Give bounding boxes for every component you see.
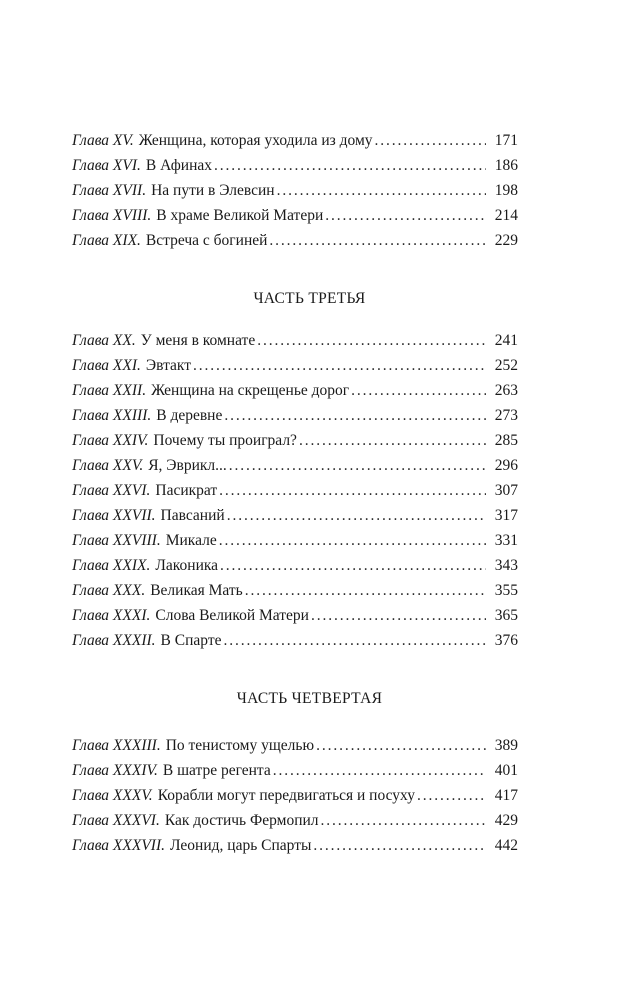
toc-row (72, 328, 518, 353)
chapter-label: Глава XXXV. (72, 787, 153, 804)
page-number: 273 (494, 407, 518, 424)
toc-row (72, 353, 518, 378)
chapter-title: Леонид, царь Спарты (170, 837, 312, 854)
chapter-label: Глава XXIX. (72, 557, 151, 574)
page-number: 376 (494, 632, 518, 649)
toc-row (72, 153, 518, 178)
chapter-label: Глава XXXVI. (72, 812, 160, 829)
toc-row (72, 203, 518, 228)
chapter-title: В Афинах (145, 157, 213, 174)
part-heading: ЧАСТЬ ЧЕТВЕРТАЯ (236, 690, 383, 707)
chapter-label: Глава XXX. (72, 582, 146, 599)
page-number: 285 (494, 432, 518, 449)
dot-leader (269, 228, 486, 253)
dot-leader (193, 353, 486, 378)
toc-row (72, 553, 518, 578)
dot-leader (321, 808, 486, 833)
chapter-title: В храме Великой Матери (156, 207, 324, 224)
toc-row (72, 578, 518, 603)
toc-row (72, 783, 518, 808)
dot-leader (224, 403, 486, 428)
page-number: 401 (494, 762, 518, 779)
toc-row (72, 378, 518, 403)
chapter-title: Женщина на скрещенье дорог (151, 382, 350, 399)
chapter-title: Почему ты проиграл? (153, 432, 297, 449)
dot-leader (273, 758, 486, 783)
chapter-title: Я, Эврикл... (148, 457, 227, 474)
chapter-title: Эвтакт (145, 357, 192, 374)
page-number: 263 (494, 382, 518, 399)
chapter-title: Как достичь Фермопил (164, 812, 319, 829)
dot-leader (223, 628, 486, 653)
dot-leader (214, 153, 486, 178)
page-number: 241 (494, 332, 518, 349)
chapter-label: Глава XXXIII. (72, 737, 161, 754)
toc-row (72, 178, 518, 203)
toc-row (72, 833, 518, 858)
page-number: 198 (494, 182, 518, 199)
toc-row (72, 528, 518, 553)
dot-leader (313, 833, 486, 858)
page-number: 429 (494, 812, 518, 829)
page-number: 307 (494, 482, 518, 499)
chapter-title: Слова Великой Матери (155, 607, 309, 624)
page-number: 442 (494, 837, 518, 854)
toc-row (72, 733, 518, 758)
dot-leader (351, 378, 486, 403)
chapter-label: Глава XXI. (72, 357, 141, 374)
dot-leader (219, 528, 486, 553)
chapter-label: Глава XXVII. (72, 507, 156, 524)
chapter-label: Глава XXII. (72, 382, 147, 399)
toc-row (72, 603, 518, 628)
dot-leader (299, 428, 486, 453)
page-number: 171 (494, 132, 518, 149)
dot-leader (229, 453, 486, 478)
part-heading: ЧАСТЬ ТРЕТЬЯ (253, 290, 366, 307)
page-number: 186 (494, 157, 518, 174)
chapter-label: Глава XXV. (72, 457, 144, 474)
chapter-title: Великая Мать (150, 582, 243, 599)
chapter-title: Микале (165, 532, 217, 549)
chapter-label: Глава XX. (72, 332, 136, 349)
page-number: 365 (494, 607, 518, 624)
page-number: 317 (494, 507, 518, 524)
chapter-label: Глава XVI. (72, 157, 141, 174)
page-number: 229 (494, 232, 518, 249)
toc-row (72, 403, 518, 428)
page-number: 296 (494, 457, 518, 474)
chapter-label: Глава XVII. (72, 182, 147, 199)
dot-leader (257, 328, 486, 353)
chapter-title: Корабли могут передвигаться и посуху (157, 787, 415, 804)
chapter-title: Женщина, которая уходила из дому (138, 132, 373, 149)
chapter-label: Глава XXVI. (72, 482, 151, 499)
toc-row (72, 503, 518, 528)
chapter-title: Пасикрат (155, 482, 218, 499)
page-number: 214 (494, 207, 518, 224)
page-number: 417 (494, 787, 518, 804)
dot-leader (219, 478, 486, 503)
page-number: 389 (494, 737, 518, 754)
dot-leader (220, 553, 486, 578)
dot-leader (417, 783, 486, 808)
dot-leader (277, 178, 486, 203)
toc-row (72, 628, 518, 653)
chapter-label: Глава XV. (72, 132, 134, 149)
chapter-title: В деревне (156, 407, 223, 424)
chapter-title: В шатре регента (162, 762, 271, 779)
chapter-title: По тенистому ущелью (165, 737, 315, 754)
chapter-title: Лаконика (155, 557, 219, 574)
toc-row (72, 228, 518, 253)
toc-row (72, 478, 518, 503)
chapter-label: Глава XXIII. (72, 407, 152, 424)
chapter-label: Глава XXXIV. (72, 762, 158, 779)
chapter-label: Глава XXVIII. (72, 532, 161, 549)
dot-leader (325, 203, 486, 228)
chapter-label: Глава XXXII. (72, 632, 156, 649)
toc-row (72, 758, 518, 783)
toc-group-part3 (72, 328, 518, 653)
chapter-label: Глава XXIV. (72, 432, 149, 449)
toc-row (72, 808, 518, 833)
chapter-title: На пути в Элевсин (151, 182, 275, 199)
chapter-label: Глава XXXI. (72, 607, 151, 624)
chapter-label: Глава XXXVII. (72, 837, 166, 854)
chapter-title: Встреча с богиней (145, 232, 268, 249)
dot-leader (375, 128, 486, 153)
chapter-title: У меня в комнате (140, 332, 256, 349)
toc-group-part2-end (72, 128, 518, 253)
toc-row (72, 428, 518, 453)
toc-group-part4 (72, 733, 518, 858)
chapter-title: В Спарте (160, 632, 222, 649)
chapter-label: Глава XVIII. (72, 207, 152, 224)
toc-row (72, 128, 518, 153)
chapter-title: Павсаний (160, 507, 225, 524)
dot-leader (311, 603, 486, 628)
dot-leader (227, 503, 486, 528)
chapter-label: Глава XIX. (72, 232, 141, 249)
page-number: 343 (494, 557, 518, 574)
dot-leader (316, 733, 486, 758)
dot-leader (245, 578, 486, 603)
page-number: 252 (494, 357, 518, 374)
page-number: 355 (494, 582, 518, 599)
toc-row (72, 453, 518, 478)
page-number: 331 (494, 532, 518, 549)
